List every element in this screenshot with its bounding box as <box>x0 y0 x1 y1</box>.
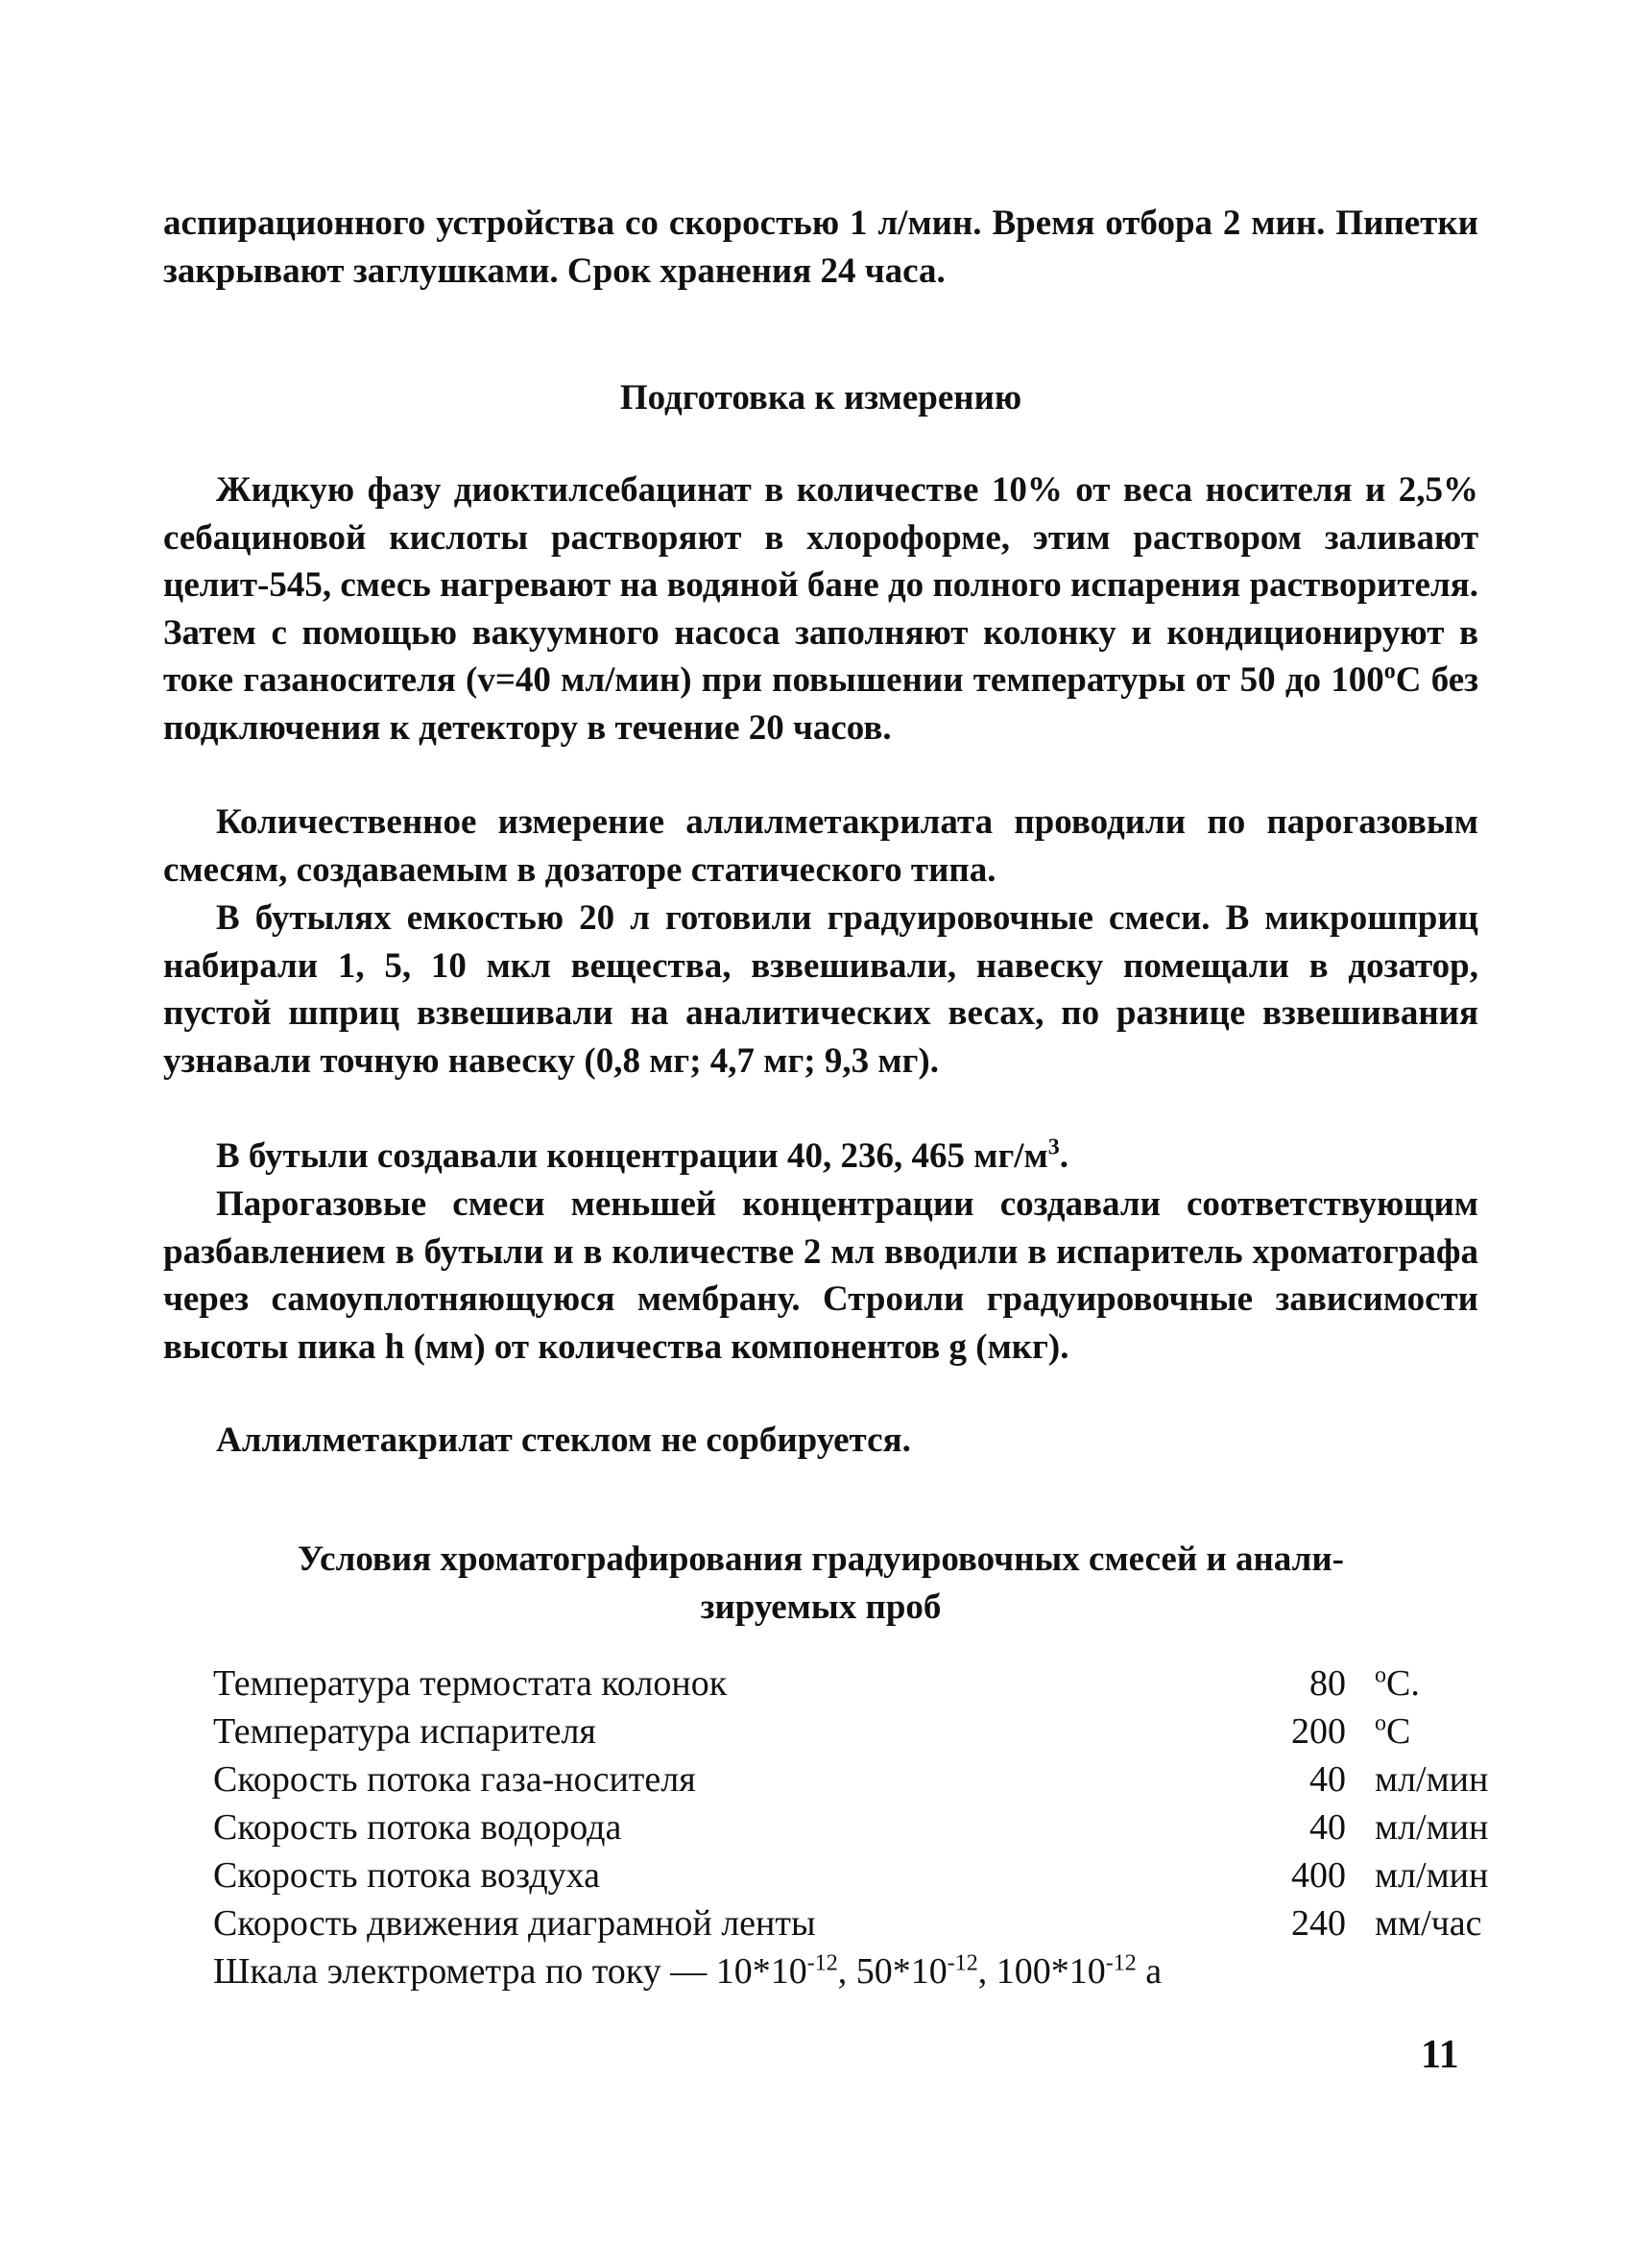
conditions-row <box>213 1854 1489 1902</box>
paragraph-sorption: Аллилметакрилат стеклом не сорбируется. <box>216 1420 911 1460</box>
condition-value: 240 <box>1291 1903 1346 1944</box>
condition-label: Скорость движения диаграмной ленты <box>213 1903 816 1944</box>
condition-unit <box>1375 1854 1488 1897</box>
condition-value: 400 <box>1291 1855 1346 1896</box>
electrometer-scale-label: Шкала электрометра по току — <box>213 1951 716 1992</box>
condition-value: 40 <box>1309 1807 1346 1848</box>
condition-value: 80 <box>1309 1663 1346 1704</box>
paragraph-dilution: Парогазовые смеси меньшей концентрации создавали соответствующим разбавлением в бутыли и в количестве 2 мл вводили в испаритель хроматографа через самоуплотняющуюся мембрану. Строили градуировочные зависимости высоты пика h (мм) от количества компонентов g (мкг). <box>163 1184 1478 1367</box>
scale-exponent: -12 <box>947 1950 978 1976</box>
condition-label: Температура термостата колонок <box>213 1663 728 1704</box>
paragraph-concentrations-tail: . <box>1059 1136 1068 1176</box>
degree-sign: о <box>1375 1662 1386 1688</box>
condition-label: Скорость потока воздуха <box>213 1855 601 1896</box>
condition-label: Температура испарителя <box>213 1711 596 1752</box>
condition-unit <box>1375 1710 1410 1753</box>
electrometer-scale-row <box>213 1950 1461 1998</box>
condition-value: 40 <box>1309 1759 1346 1800</box>
page-number: 11 <box>1421 2033 1459 2077</box>
electrometer-scale-line <box>213 1950 1162 1993</box>
paragraph-liquid-phase <box>163 466 1478 752</box>
scale-value: 100*10 <box>996 1951 1106 1992</box>
condition-unit-text: мл/мин <box>1375 1759 1489 1800</box>
condition-unit-text: С. <box>1386 1663 1420 1704</box>
condition-label: Скорость потока водорода <box>213 1807 622 1848</box>
degree-sign: о <box>1375 1710 1386 1736</box>
paragraph-quantitative: Количественное измерение аллилметакрилата проводили по парогазовым смесям, создаваемым в дозаторе статического типа. <box>163 802 1478 890</box>
condition-unit-text: мл/мин <box>1375 1855 1489 1896</box>
conditions-row <box>213 1710 1461 1758</box>
degree-sign: о <box>1383 658 1396 684</box>
intro-paragraph: аспирационного устройства со скоростью 1 л/мин. Время отбора 2 мин. Пипетки закрывают заглушками. Срок хранения 24 часа. <box>163 203 1478 291</box>
section-heading-conditions <box>163 1536 1478 1632</box>
condition-label: Скорость потока газа-носителя <box>213 1759 696 1800</box>
paragraph-liquid-phase-text: Жидкую фазу диоктилсебацинат в количестве 10% от веса носителя и 2,5% себациновой кислоты растворяют в хлороформе, этим раствором заливают целит-545, смесь нагревают на водяной бане до полного испарения растворителя. Затем с помощью вакуумного насоса заполняют колонку и кондиционируют в токе газаносителя (v=40 мл/мин) при повышении температуры от 50 до <box>163 470 1478 700</box>
condition-unit-text: С <box>1386 1711 1411 1752</box>
temperature-value: 100 <box>1331 660 1384 700</box>
conditions-row <box>213 1806 1489 1854</box>
condition-unit <box>1375 1806 1488 1849</box>
conditions-row <box>213 1758 1489 1806</box>
condition-unit-text: мм/час <box>1375 1903 1482 1944</box>
paragraph-calibration: В бутылях емкостью 20 л готовили градуировочные смеси. В микрошприц набирали 1, 5, 10 мкл вещества, взвешивали, навеску помещали в дозатор, пустой шприц взвешивали на аналитических весах, по разнице взвешивания узнавали точную навеску (0,8 мг; 4,7 мг; 9,3 мг). <box>163 898 1478 1081</box>
conditions-row <box>213 1902 1482 1950</box>
scale-unit: а <box>1136 1951 1163 1992</box>
scale-value: 10*10 <box>715 1951 807 1992</box>
cube-superscript: 3 <box>1047 1134 1060 1160</box>
paragraph-liquid-phase-tail: С без подключения к детектору в течение 20 часов. <box>163 660 1478 748</box>
scale-separator: , <box>837 1951 856 1992</box>
scale-exponent: -12 <box>1105 1950 1137 1976</box>
scale-exponent: -12 <box>806 1950 838 1976</box>
condition-unit <box>1375 1902 1482 1945</box>
paragraph-concentrations <box>163 1133 1478 1181</box>
condition-unit <box>1375 1662 1420 1705</box>
section-heading-conditions-line2: зируемых проб <box>700 1588 942 1627</box>
condition-value: 200 <box>1291 1711 1346 1752</box>
condition-unit-text: мл/мин <box>1375 1807 1489 1848</box>
scale-value: 50*10 <box>855 1951 948 1992</box>
conditions-row <box>213 1662 1461 1710</box>
scale-separator: , <box>977 1951 996 1992</box>
condition-unit <box>1375 1758 1488 1801</box>
paragraph-concentrations-text: В бутыли создавали концентрации 40, 236, 465 мг/м <box>216 1136 1048 1176</box>
section-heading-preparation: Подготовка к измерению <box>619 378 1022 418</box>
section-heading-conditions-line1: Условия хроматографирования градуировочных смесей и анали- <box>297 1540 1345 1579</box>
